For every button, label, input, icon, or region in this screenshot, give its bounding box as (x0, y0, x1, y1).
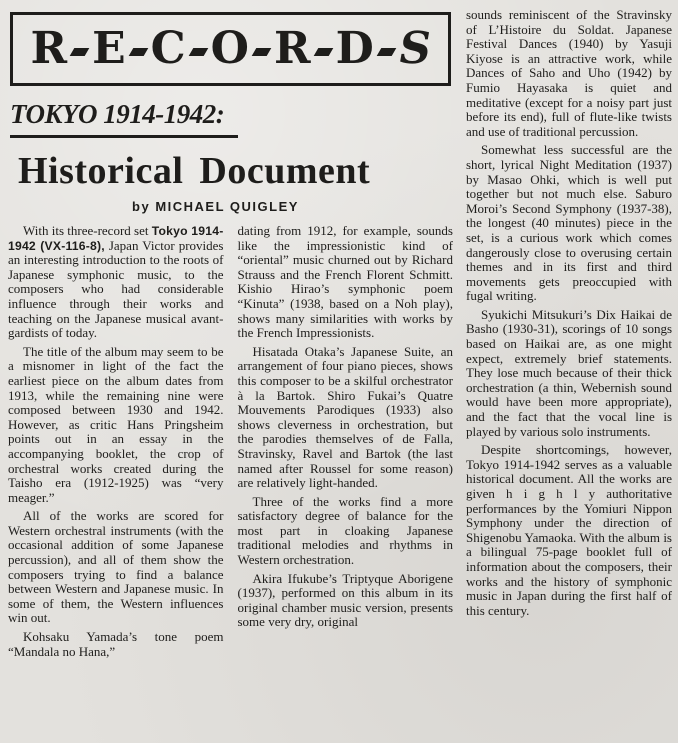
text-run: Kohsaku Yamada’s tone poem “Mandala no Hana,” (8, 629, 224, 659)
text-column-1 (8, 224, 224, 739)
records-masthead (10, 12, 451, 86)
dash-separator (313, 48, 333, 56)
paragraph (8, 630, 224, 659)
dash-separator (188, 48, 208, 56)
paragraph (238, 495, 454, 568)
masthead-letter: O (210, 23, 249, 74)
byline: by MICHAEL QUIGLEY (132, 199, 299, 214)
paragraph (8, 345, 224, 506)
masthead-letters (30, 23, 436, 74)
left-region (8, 5, 453, 739)
text-run: All of the works are scored for Western orchestral instruments (with the occasional addition of some Japanese percussion), and all of them show the composers trying to find a balance between Western and Japanese music. In some of them, the Western influences win out. (8, 508, 224, 626)
article-headline: Historical Document (18, 150, 371, 192)
masthead-letter: R (273, 23, 311, 74)
dash-separator (70, 48, 90, 56)
dash-separator (128, 48, 148, 56)
paragraph (238, 572, 454, 630)
text-run: Despite shortcomings, however, Tokyo 1914-1942 serves as a valuable historical document. All the works are given h i g h l y authoritative performances by the Yomiuri Nippon Symphony under the direction of Shigenobu Yamaoka. With the album is a bilingual 75-page booklet full of information about the composers, their works and the history of symphonic music in Japan during the first half of this century. (466, 442, 672, 618)
kicker-title: TOKYO 1914-1942: (10, 99, 238, 138)
text-run: With its three-record set (23, 223, 152, 238)
paragraph (466, 443, 672, 618)
text-run: Three of the works find a more satisfactory degree of balance for the most part in cloaking Japanese traditional melodies and rhythms in Western orchestration. (237, 493, 453, 568)
masthead-letter: R (30, 23, 68, 74)
text-column-3 (466, 5, 672, 739)
text-run: Syukichi Mitsukuri’s Dix Haikai de Basho (1930-31), scorings of 10 songs based on Haikai are, as one might expect, extremely brief statements. They lose much because of their thick orchestration (a thin, Webernish sound would have been more appropriate), and the fact that the vocal line is played by various solo instruments. (466, 306, 672, 439)
paragraph (466, 8, 672, 139)
masthead-letter: E (92, 23, 126, 74)
text-run: The title of the album may seem to be a misnomer in light of the fact the earliest piece on the album dates from 1913, while the remaining nine were composed between 1930 and 1942. However, as critic Hans Pringsheim points out in an essay in the accompanying booklet, the crop of orchestral works created during the Taisho era (1912-1925) was “very meager.” (8, 343, 224, 505)
masthead-letter: D (335, 23, 374, 74)
text-run: sounds reminiscent of the Stravinsky of L’Histoire du Soldat. Japanese Festival Dances (1940) by Yasuji Kiyose is an attractive work, while Dances of Saho and Uho (1942) by Fumio Hayasaka is quiet and meditative (except for a noisy part just before its end), full of flute-like twists and use of traditional percussion. (466, 7, 672, 139)
text-run: Japan Victor provides an interesting introduction to the roots of Japanese symphonic music, to the composers who had considerable influence through their works and teaching on the Japanese musical avant-gardists of today. (8, 237, 224, 341)
paragraph (238, 345, 454, 491)
text-run: Somewhat less successful are the short, lyrical Night Meditation (1937) by Masao Ohki, which is well put together but not much else. Saburo Moroi’s Second Symphony (1937-38), the longest (40 minutes) piece in the set, is a curious work which comes dangerously close to overusing certain themes and in its first and third movements gets preoccupied with fugal writing. (466, 142, 672, 304)
text-column-2 (238, 224, 454, 739)
album-title-bold: Tokyo 1914-1942 (VX-116-8), (8, 224, 224, 253)
paragraph (466, 308, 672, 439)
paragraph (466, 143, 672, 304)
masthead-letter: S (394, 23, 436, 74)
text-run: Hisatada Otaka’s Japanese Suite, an arrangement of four piano pieces, shows this composer to be a skilful orchestrator à la Bartok. Shiro Fukai’s Quatre Mouvements Parodiques (1933) also shows cleverness in orchestration, but the parodies themselves of de Falla, Stravinsky, Ravel and Bartok (the last named after Roussel for some reason) are relatively light-handed. (237, 343, 453, 491)
text-run: dating from 1912, for example, sounds like the impressionistic kind of “oriental” music churned out by Richard Strauss and the French Florent Schmitt. Kishio Hirao’s symphonic poem “Kinuta” (1938, based on a Noh play), shows many similarities with works by the French Impressionists. (237, 223, 453, 341)
paragraph (238, 224, 454, 341)
text-run: Akira Ifukube’s Triptyque Aborigene (1937), performed on this album in its original chamber music version, presents some very dry, original (237, 570, 453, 630)
paragraph (8, 224, 224, 341)
article-columns-left (8, 224, 453, 739)
dash-separator (376, 48, 396, 56)
paragraph (8, 509, 224, 626)
masthead-letter: C (150, 23, 186, 74)
dash-separator (252, 48, 272, 56)
